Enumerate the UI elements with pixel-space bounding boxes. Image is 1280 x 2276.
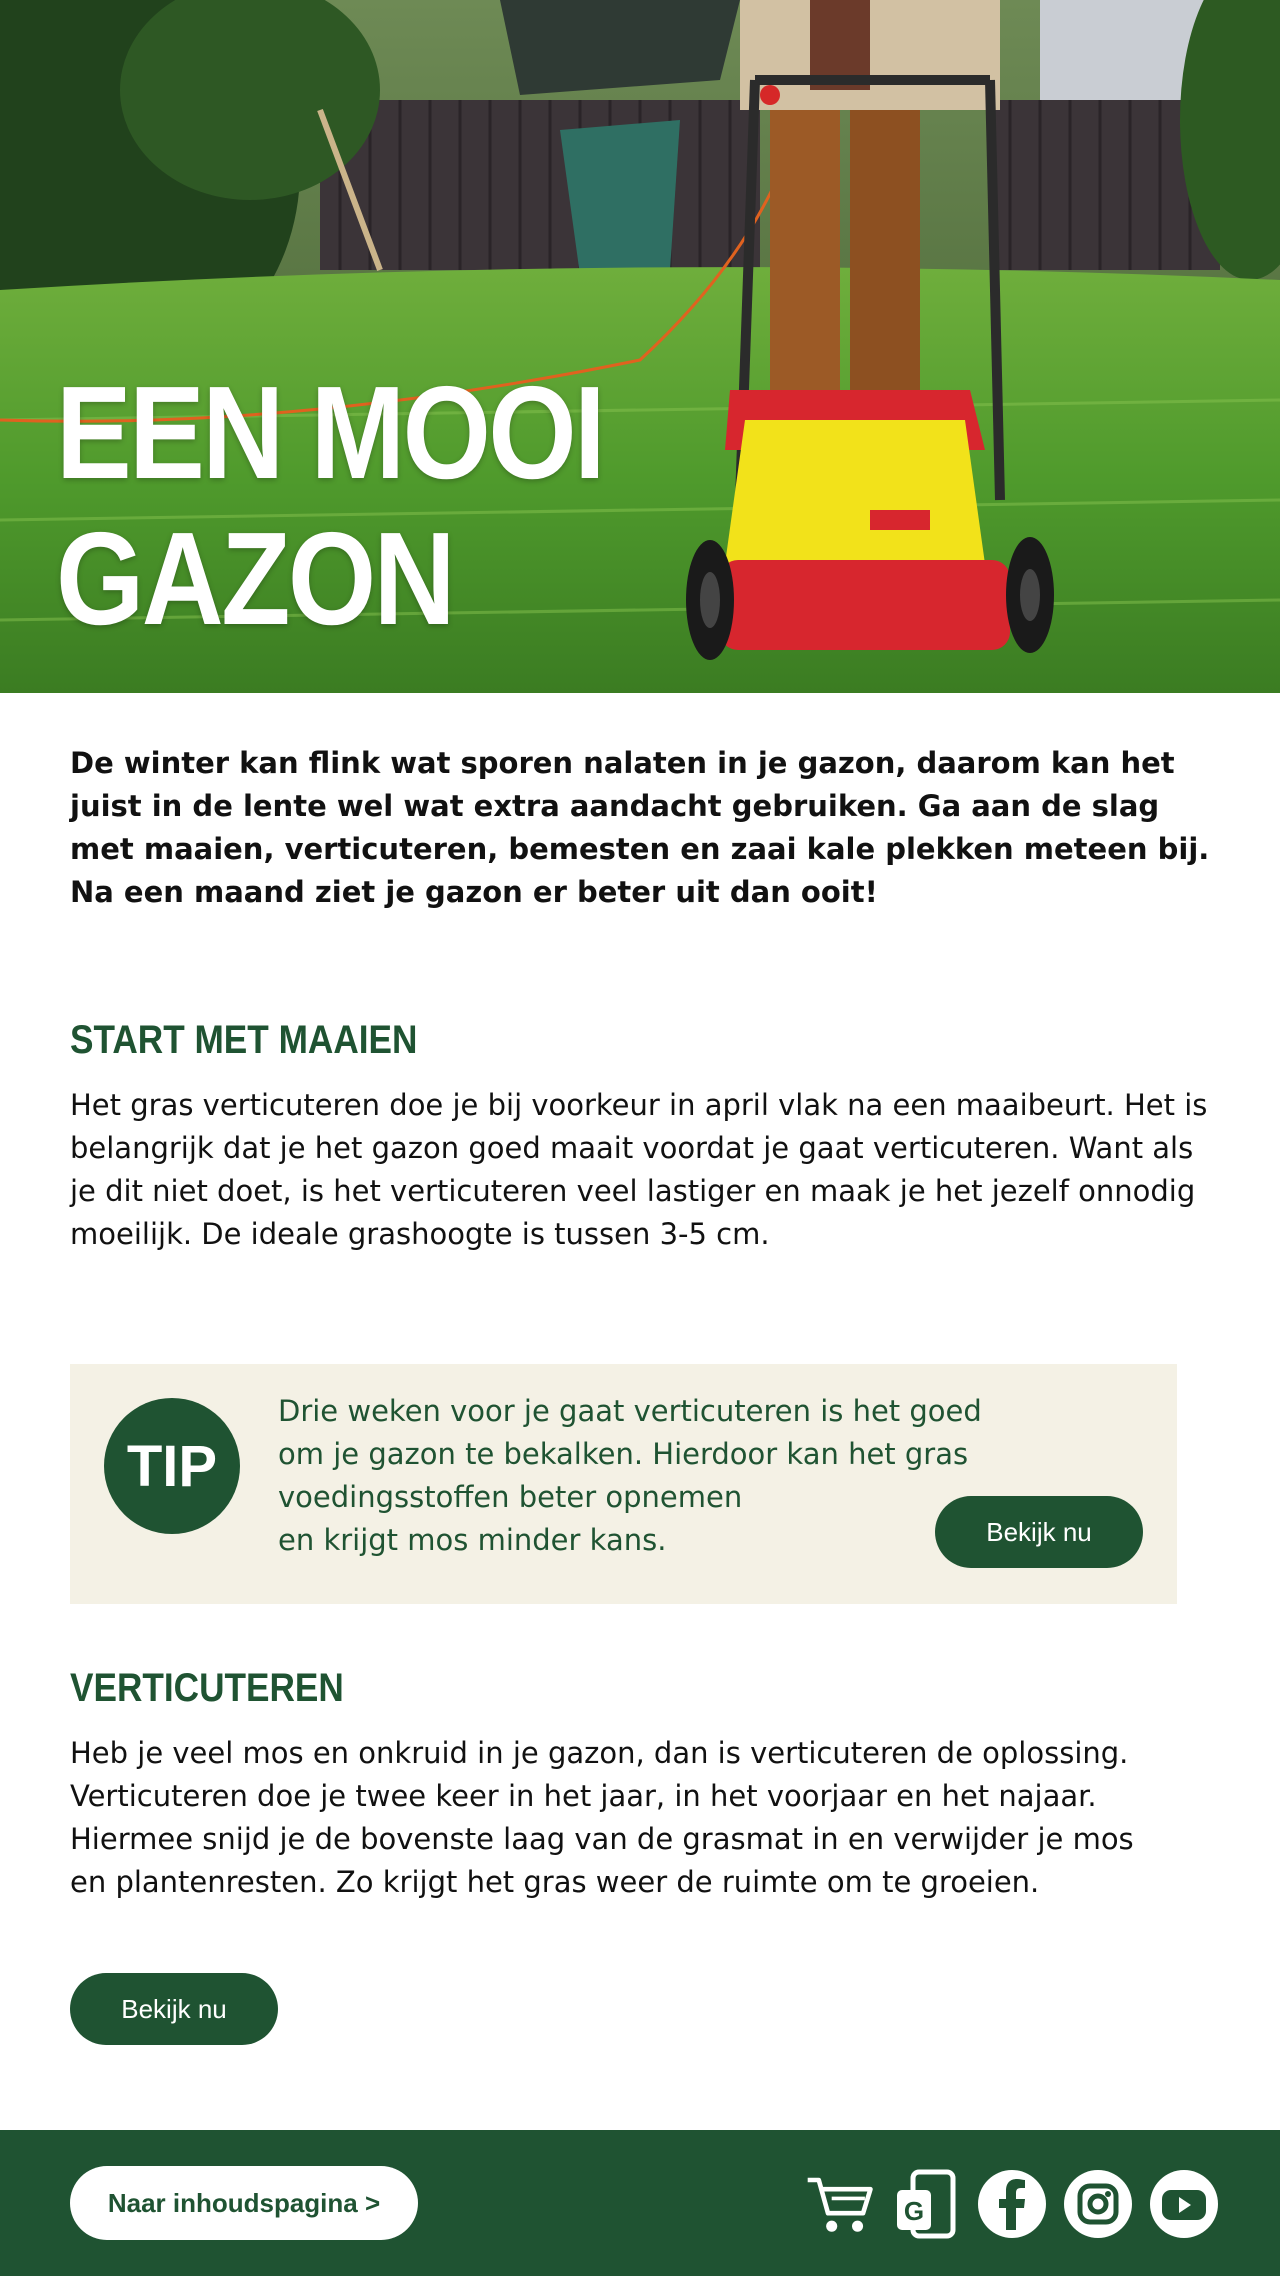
section-title-start-met-maaien: START MET MAAIEN (70, 1018, 418, 1062)
tip-line: Drie weken voor je gaat verticuteren is het goed (278, 1394, 982, 1428)
hero-title (56, 360, 603, 652)
youtube-icon[interactable] (1148, 2168, 1220, 2240)
tip-box (70, 1364, 1177, 1604)
app-icon-letter: G (903, 2196, 925, 2226)
hero-title-line-1: EEN MOOI (56, 359, 604, 506)
tip-badge: TIP (104, 1398, 240, 1534)
tip-bekijk-nu-button[interactable]: Bekijk nu (935, 1496, 1143, 1568)
intro-paragraph: De winter kan flink wat sporen nalaten in je gazon, daarom kan het juist in de lente wel wat extra aandacht gebruiken. Ga aan de slag met maaien, verticuteren, bemesten en zaai kale plekken meteen bij. Na een maand ziet je gazon er beter uit dan ooit! (70, 746, 1210, 909)
section-body-verticuteren: Heb je veel mos en onkruid in je gazon, dan is verticuteren de oplossing. Verticuteren doe je twee keer in het jaar, in het voorjaar en het najaar. Hiermee snijd je de bovenste laag van de grasmat in en verwijder je mos en plantenresten. Zo krijgt het gras weer de ruimte om te groeien. (70, 1736, 1134, 1899)
instagram-icon[interactable] (1062, 2168, 1134, 2240)
tip-line: en krijgt mos minder kans. (278, 1523, 667, 1557)
tip-line: voedingsstoffen beter opnemen (278, 1480, 743, 1514)
app-icon[interactable] (890, 2168, 962, 2240)
facebook-icon[interactable] (976, 2168, 1048, 2240)
cart-icon[interactable] (804, 2168, 876, 2240)
section-title-verticuteren: VERTICUTEREN (70, 1666, 344, 1710)
hero-banner (0, 0, 1280, 693)
footer (0, 2130, 1280, 2276)
naar-inhoudspagina-button[interactable]: Naar inhoudspagina > (70, 2166, 418, 2240)
footer-icon-bar (804, 2168, 1220, 2240)
hero-title-line-2: GAZON (56, 505, 454, 652)
verticuteren-bekijk-nu-button[interactable]: Bekijk nu (70, 1973, 278, 2045)
section-body-start-met-maaien: Het gras verticuteren doe je bij voorkeur in april vlak na een maaibeurt. Het is belangrijk dat je het gazon goed maait voordat je gaat verticuteren. Want als je dit niet doet, is het verticuteren veel lastiger en maak je het jezelf onnodig moeilijk. De ideale grashoogte is tussen 3-5 cm. (70, 1088, 1208, 1251)
tip-line: om je gazon te bekalken. Hierdoor kan het gras (278, 1437, 969, 1471)
